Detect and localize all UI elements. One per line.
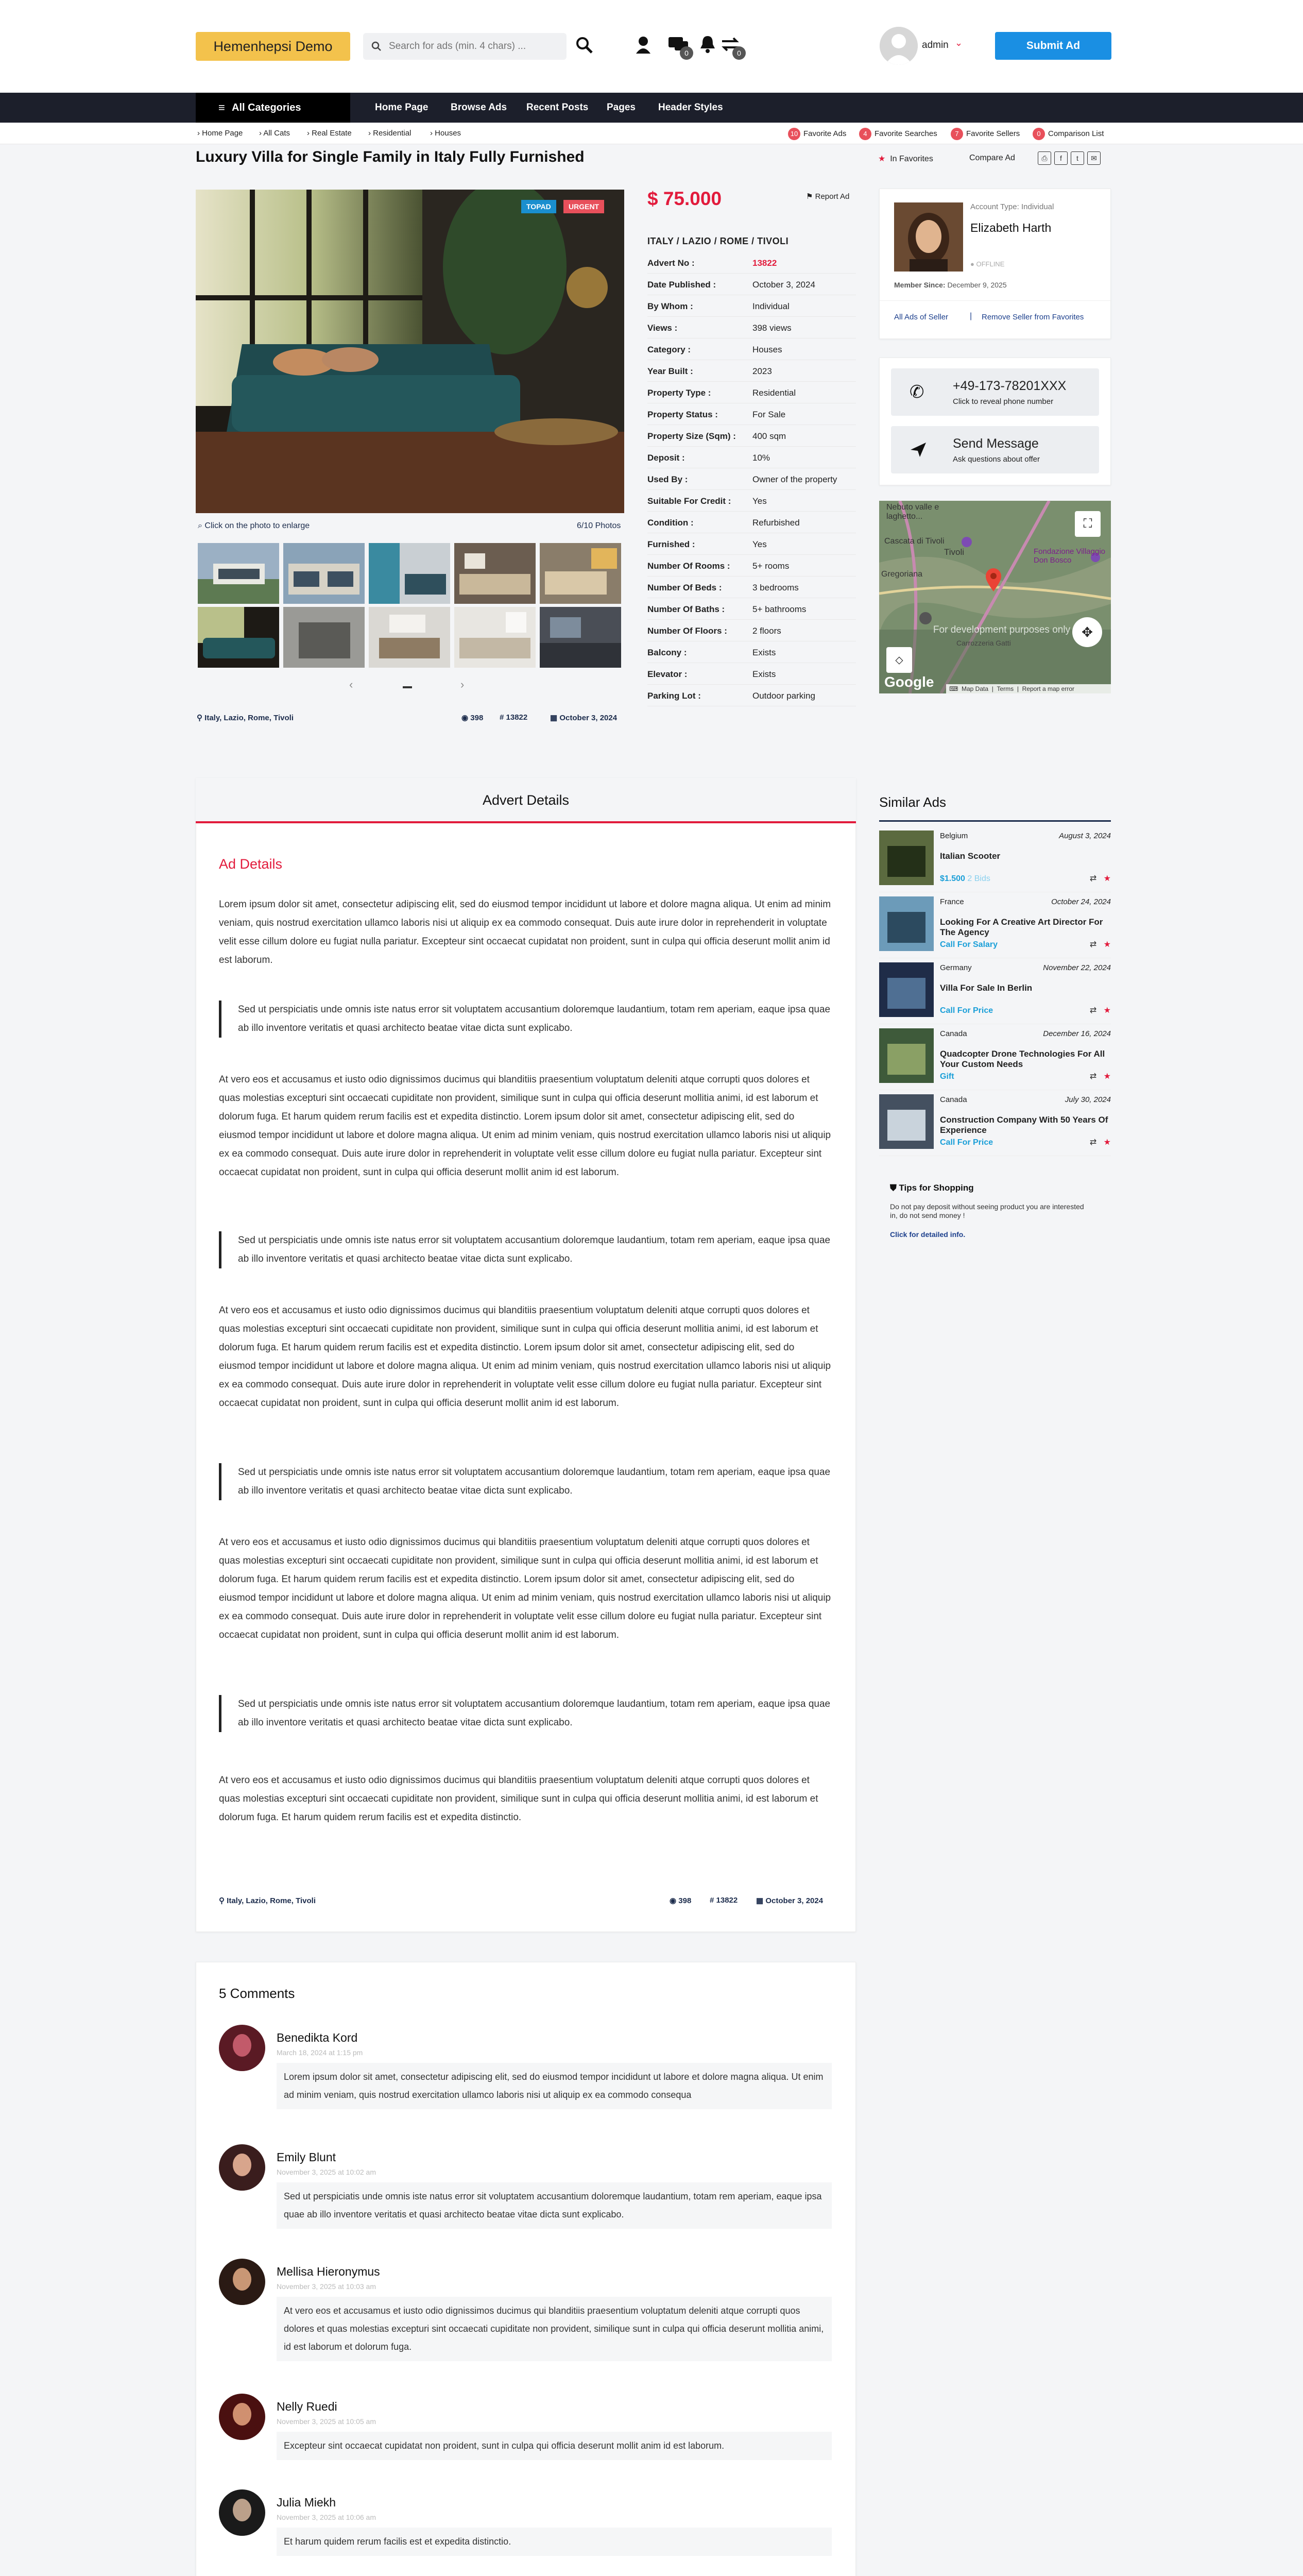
comments-heading: 5 Comments bbox=[219, 1986, 295, 2001]
advert-no-stat: # 13822 bbox=[710, 1896, 738, 1905]
seller-card bbox=[879, 189, 1111, 339]
chevron-down-icon[interactable]: ⌄ bbox=[955, 38, 963, 48]
detail-value: 5+ bathrooms bbox=[752, 604, 807, 614]
nav-browse-ads[interactable]: Browse Ads bbox=[451, 102, 507, 113]
description-paragraph: At vero eos et accusamus et iusto odio dignissimos ducimus qui blanditiis praesentium voluptatum deleniti atque corrupti quos dolores et quas molestias excepturi sint occaecati cupiditate non provident, similique sunt in culpa qui officia deserunt mollitia animi, id est laborum et dolorum fuga. Et harum quidem rerum facilis est et expedita distinctio. bbox=[219, 1775, 818, 1823]
detail-row bbox=[647, 555, 856, 577]
detail-key: Property Status : bbox=[647, 410, 718, 419]
similar-ads-heading: Similar Ads bbox=[879, 794, 947, 810]
views-stat: ◉ 398 bbox=[670, 1896, 692, 1905]
detail-value: Houses bbox=[752, 345, 782, 354]
detail-value: Yes bbox=[752, 496, 767, 506]
similar-ad-actions bbox=[1090, 939, 1111, 950]
detail-value: Yes bbox=[752, 539, 767, 549]
similar-ad-price: Gift bbox=[940, 1072, 954, 1081]
breadcrumb-residential[interactable]: › Residential bbox=[368, 129, 412, 138]
detail-row bbox=[647, 317, 856, 338]
thumbnail[interactable] bbox=[198, 543, 279, 604]
detail-key: Category : bbox=[647, 345, 691, 354]
main-photo[interactable] bbox=[196, 190, 624, 513]
location-path: ITALY / LAZIO / ROME / TIVOLI bbox=[647, 236, 789, 246]
star-icon[interactable]: ★ bbox=[1103, 1138, 1111, 1147]
detail-row bbox=[647, 533, 856, 555]
similar-ad-actions bbox=[1090, 1137, 1111, 1147]
similar-ad-price: $1.500 2 Bids bbox=[940, 874, 990, 883]
similar-ad-image[interactable] bbox=[879, 962, 934, 1017]
nav-pages[interactable]: Pages bbox=[607, 102, 636, 113]
send-message-button[interactable] bbox=[891, 426, 1099, 473]
similar-ad-item[interactable] bbox=[879, 962, 1111, 1024]
compare-icon[interactable]: ⇄ bbox=[1089, 1138, 1097, 1147]
site-header bbox=[0, 0, 1303, 92]
map-label: Gregoriana bbox=[881, 570, 923, 579]
detail-row bbox=[647, 577, 856, 598]
in-favorites-button[interactable]: ★ In Favorites bbox=[878, 155, 933, 163]
similar-ad-image[interactable] bbox=[879, 1028, 934, 1083]
comment-author: Emily Blunt bbox=[277, 2150, 336, 2164]
search-icon bbox=[371, 41, 382, 52]
detail-key: Condition : bbox=[647, 518, 694, 528]
detail-row bbox=[647, 468, 856, 490]
remove-seller-favorites-link[interactable]: Remove Seller from Favorites bbox=[982, 313, 1084, 321]
all-ads-of-seller-link[interactable]: All Ads of Seller bbox=[894, 313, 949, 321]
detail-value: Individual bbox=[752, 301, 790, 311]
similar-ad-image[interactable] bbox=[879, 896, 934, 951]
detail-row bbox=[647, 295, 856, 317]
similar-ad-title[interactable]: Quadcopter Drone Technologies For All Your Custom Needs bbox=[940, 1049, 1105, 1069]
thumbnail[interactable] bbox=[283, 543, 365, 604]
detail-row bbox=[647, 403, 856, 425]
star-icon[interactable]: ★ bbox=[1103, 874, 1111, 883]
favorite-sellers-link[interactable]: 7 Favorite Sellers bbox=[951, 128, 1020, 140]
chevron-left-icon[interactable]: ‹ bbox=[349, 678, 353, 691]
topad-tag: TOPAD bbox=[521, 200, 556, 213]
similar-ad-country: Belgium bbox=[940, 832, 968, 840]
detail-row bbox=[647, 425, 856, 447]
main-nav bbox=[0, 93, 1303, 123]
detail-value: Residential bbox=[752, 388, 796, 398]
flag-icon: ⚑ bbox=[806, 192, 813, 201]
tips-link[interactable]: Click for detailed info. bbox=[890, 1230, 966, 1239]
calendar-icon: ▦ bbox=[756, 1896, 764, 1905]
detail-row bbox=[647, 641, 856, 663]
eye-icon: ◉ bbox=[670, 1896, 677, 1905]
similar-ad-country: France bbox=[940, 897, 964, 906]
detail-key: Property Size (Sqm) : bbox=[647, 431, 736, 441]
report-ad-link[interactable]: ⚑ Report Ad bbox=[806, 192, 850, 201]
comment-text: Sed ut perspiciatis unde omnis iste natus error sit voluptatem accusantium doloremque laudantium, totam rem aperiam, eaque ipsa quae ab illo inventore veritatis et quasi architecto beatae vitae dicta sunt explicabo. bbox=[277, 2182, 832, 2229]
submit-ad-button[interactable]: Submit Ad bbox=[995, 32, 1111, 60]
living-room-photo bbox=[196, 190, 624, 513]
enlarge-hint: ⌕ Click on the photo to enlarge bbox=[198, 521, 310, 530]
slider-indicator bbox=[403, 686, 412, 688]
detail-key: Parking Lot : bbox=[647, 691, 701, 701]
breadcrumb-real-estate[interactable]: › Real Estate bbox=[307, 129, 352, 138]
description-quote: Sed ut perspiciatis unde omnis iste natus error sit voluptatem accusantium doloremque laudantium, totam rem aperiam, eaque ipsa quae ab illo inventore veritatis et quasi architecto beatae vitae dicta sunt explicabo. bbox=[219, 1695, 832, 1732]
detail-value: Outdoor parking bbox=[752, 691, 815, 701]
detail-value: 3 bedrooms bbox=[752, 583, 799, 592]
divider bbox=[879, 820, 1111, 822]
similar-ad-item[interactable] bbox=[879, 896, 1111, 958]
facebook-icon[interactable]: f bbox=[1054, 151, 1068, 165]
detail-value: For Sale bbox=[752, 410, 786, 419]
description-quote: Sed ut perspiciatis unde omnis iste natus error sit voluptatem accusantium doloremque laudantium, totam rem aperiam, eaque ipsa quae ab illo inventore veritatis et quasi architecto beatae vitae dicta sunt explicabo. bbox=[219, 1231, 832, 1268]
description-quote: Sed ut perspiciatis unde omnis iste natus error sit voluptatem accusantium doloremque laudantium, totam rem aperiam, eaque ipsa quae ab illo inventore veritatis et quasi architecto beatae vitae dicta sunt explicabo. bbox=[219, 1463, 832, 1500]
comment-date: November 3, 2025 at 10:06 am bbox=[277, 2513, 376, 2521]
detail-key: Number Of Beds : bbox=[647, 583, 722, 592]
detail-value: Exists bbox=[752, 669, 776, 679]
detail-key: Property Type : bbox=[647, 388, 711, 398]
detail-row bbox=[647, 685, 856, 706]
detail-value: October 3, 2024 bbox=[752, 280, 815, 290]
detail-key: Advert No : bbox=[647, 258, 695, 268]
detail-key: Suitable For Credit : bbox=[647, 496, 731, 506]
detail-key: Year Built : bbox=[647, 366, 693, 376]
similar-ad-actions bbox=[1090, 873, 1111, 884]
fullscreen-icon[interactable]: ⛶ bbox=[1075, 511, 1101, 537]
comment-date: March 18, 2024 at 1:15 pm bbox=[277, 2048, 363, 2057]
detail-key: Deposit : bbox=[647, 453, 685, 463]
phone-number: +49-173-78201XXX bbox=[953, 379, 1067, 393]
search-bar[interactable] bbox=[363, 33, 567, 60]
breadcrumb-all-cats[interactable]: › All Cats bbox=[259, 129, 290, 138]
eye-icon: ◉ bbox=[461, 714, 469, 722]
map-label: Cascata di Tivoli bbox=[884, 537, 945, 546]
similar-ad-date: October 24, 2024 bbox=[1051, 897, 1111, 906]
similar-ad-title[interactable]: Construction Company With 50 Years Of Experience bbox=[940, 1115, 1108, 1135]
similar-ad-price: Call For Salary bbox=[940, 940, 998, 949]
nav-home[interactable]: Home Page bbox=[375, 102, 428, 113]
breadcrumb-bar bbox=[0, 123, 1303, 144]
comment-text: Excepteur sint occaecat cupidatat non proident, sunt in culpa qui officia deserunt mollit anim id est laborum. bbox=[277, 2432, 832, 2460]
detail-key: Number Of Baths : bbox=[647, 604, 725, 614]
thumbnail[interactable] bbox=[540, 607, 621, 668]
comment-avatar[interactable] bbox=[219, 2394, 265, 2440]
detail-key: Elevator : bbox=[647, 669, 688, 679]
similar-ad-item[interactable] bbox=[879, 1028, 1111, 1090]
all-categories-label: All Categories bbox=[232, 102, 301, 113]
description-paragraph: Lorem ipsum dolor sit amet, consectetur adipiscing elit, sed do eiusmod tempor incididunt ut labore et dolore magna aliqua. Ut enim ad minim veniam, quis nostrud exercitation ullamco laboris nisi ut aliquip ex ea commodo consequat. Duis aute irure dolor in reprehenderit in voluptate velit esse cillum dolore eu fugiat nulla pariatur. Excepteur sint occaecat cupidatat non proident, sunt in culpa qui officia deserunt mollit anim id est laborum. bbox=[219, 899, 831, 965]
star-icon: ★ bbox=[878, 155, 886, 163]
detail-row bbox=[647, 274, 856, 295]
similar-ad-item[interactable] bbox=[879, 831, 1111, 892]
tips-heading: ⛊ Tips for Shopping bbox=[890, 1183, 974, 1193]
detail-row bbox=[647, 252, 856, 274]
comment-text: Et harum quidem rerum facilis est et expedita distinctio. bbox=[277, 2528, 832, 2556]
location-line: ⚲ Italy, Lazio, Rome, Tivoli bbox=[197, 714, 294, 722]
favorite-searches-link[interactable]: 4 Favorite Searches bbox=[859, 128, 937, 140]
compare-badge: 0 bbox=[732, 46, 746, 60]
compare-ad-button[interactable]: Compare Ad bbox=[969, 154, 1015, 162]
seller-avatar[interactable] bbox=[894, 202, 963, 272]
comment-author: Julia Miekh bbox=[277, 2496, 336, 2509]
site-logo[interactable]: Hemenhepsi Demo bbox=[196, 32, 350, 61]
date-stat: ▦ October 3, 2024 bbox=[550, 714, 618, 722]
search-input[interactable] bbox=[389, 33, 559, 60]
price: $ 75.000 bbox=[647, 188, 722, 209]
star-icon[interactable]: ★ bbox=[1103, 1072, 1111, 1081]
bell-icon[interactable] bbox=[699, 35, 716, 54]
comment-date: November 3, 2025 at 10:02 am bbox=[277, 2168, 376, 2176]
detail-row bbox=[647, 447, 856, 468]
email-icon[interactable]: ✉ bbox=[1087, 151, 1101, 165]
detail-value: Refurbished bbox=[752, 518, 800, 528]
detail-row bbox=[647, 382, 856, 403]
similar-ad-date: December 16, 2024 bbox=[1043, 1029, 1111, 1038]
comment-text: Lorem ipsum dolor sit amet, consectetur adipiscing elit, sed do eiusmod tempor incididunt ut labore et dolore magna aliqua. Ut enim ad minim veniam, quis nostrud exercitation ullamco laboris nisi ut aliquip ex ea commodo consequa bbox=[277, 2063, 832, 2109]
comment-avatar[interactable] bbox=[219, 2025, 265, 2071]
zoom-icon: ⌕ bbox=[198, 521, 202, 530]
reveal-phone-button[interactable] bbox=[891, 368, 1099, 416]
comment-date: November 3, 2025 at 10:03 am bbox=[277, 2282, 376, 2291]
location-line: ⚲ Italy, Lazio, Rome, Tivoli bbox=[219, 1896, 316, 1905]
map-label: Nebuto valle e laghetto... bbox=[886, 503, 939, 521]
compare-icon[interactable]: ⇄ bbox=[1089, 1006, 1097, 1015]
similar-ad-date: August 3, 2024 bbox=[1059, 832, 1111, 840]
account-type: Account Type: Individual bbox=[970, 202, 1054, 211]
detail-key: Furnished : bbox=[647, 539, 695, 549]
similar-ad-title[interactable]: Villa For Sale In Berlin bbox=[940, 983, 1033, 993]
thumbnail[interactable] bbox=[369, 543, 450, 604]
thumbnail[interactable] bbox=[540, 543, 621, 604]
seller-name[interactable]: Elizabeth Harth bbox=[970, 221, 1052, 234]
twitter-icon[interactable]: t bbox=[1071, 151, 1084, 165]
user-avatar[interactable] bbox=[880, 27, 918, 65]
map-label: Fondazione Villaggio Don Bosco bbox=[1034, 547, 1105, 565]
comment-author: Benedikta Kord bbox=[277, 2031, 358, 2044]
thumbnail[interactable] bbox=[198, 607, 279, 668]
detail-value: 2 floors bbox=[752, 626, 781, 636]
date-stat: ▦ October 3, 2024 bbox=[756, 1896, 824, 1905]
map-marker-icon[interactable] bbox=[985, 568, 1002, 592]
detail-value: 2023 bbox=[752, 366, 772, 376]
ad-details-heading: Ad Details bbox=[219, 856, 283, 872]
comment-text: At vero eos et accusamus et iusto odio dignissimos ducimus qui blanditiis praesentium voluptatum deleniti atque corrupti quos dolores et quas molestias excepturi sint occaecati cupiditate non provident, similique sunt in culpa qui officia deserunt mollitia animi, id est laborum et dolorum fuga. bbox=[277, 2297, 832, 2361]
map-data-link[interactable]: Map Data bbox=[962, 685, 989, 692]
star-icon[interactable]: ★ bbox=[1103, 940, 1111, 949]
breadcrumb-home[interactable]: › Home Page bbox=[197, 129, 243, 138]
seller-status: ● OFFLINE bbox=[970, 260, 1005, 268]
thumbnail[interactable] bbox=[283, 607, 365, 668]
hash-icon: # bbox=[500, 713, 504, 722]
detail-key: Balcony : bbox=[647, 648, 687, 657]
thumbnail[interactable] bbox=[454, 607, 536, 668]
search-submit-icon[interactable] bbox=[575, 36, 594, 55]
compare-icon[interactable]: ⇄ bbox=[1089, 874, 1097, 883]
comment-author: Mellisa Hieronymus bbox=[277, 2265, 380, 2278]
detail-value: 398 views bbox=[752, 323, 792, 333]
thumbnail[interactable] bbox=[369, 607, 450, 668]
comment-author: Nelly Ruedi bbox=[277, 2400, 337, 2413]
nav-recent-posts[interactable]: Recent Posts bbox=[526, 102, 589, 113]
send-icon bbox=[910, 442, 927, 458]
comment-avatar[interactable] bbox=[219, 2489, 265, 2536]
map-footer: ⌨ Map Data | Terms | Report a map error bbox=[946, 684, 1111, 693]
similar-ad-date: November 22, 2024 bbox=[1043, 963, 1111, 972]
detail-value: Exists bbox=[752, 648, 776, 657]
send-message-label: Send Message bbox=[953, 436, 1039, 451]
description-paragraph: At vero eos et accusamus et iusto odio dignissimos ducimus qui blanditiis praesentium voluptatum deleniti atque corrupti quos dolores et quas molestias excepturi sint occaecati cupiditate non provident, similique sunt in culpa qui officia deserunt mollitia animi, id est laborum et dolorum fuga. Et harum quidem rerum facilis est et expedita distinctio. Lorem ipsum dolor sit amet, consectetur adipiscing elit, sed do eiusmod tempor incididunt ut labore et dolore magna aliqua. Ut enim ad minim veniam, quis nostrud exercitation ullamco laboris nisi ut aliquip ex ea commodo consequat. Duis aute irure dolor in reprehenderit in voluptate velit esse cillum dolore eu fugiat nulla pariatur. Excepteur sint occaecat cupidatat non proident, sunt in culpa qui officia deserunt mollit anim id est laborum. bbox=[219, 1305, 831, 1409]
print-icon[interactable]: ⎙ bbox=[1038, 151, 1051, 165]
detail-value: Owner of the property bbox=[752, 474, 837, 484]
detail-key: By Whom : bbox=[647, 301, 693, 311]
map-label: Carrozzeria Gatti bbox=[956, 639, 1011, 647]
detail-value: 400 sqm bbox=[752, 431, 786, 441]
map-pin-icon: ⚲ bbox=[197, 714, 202, 722]
similar-ad-price: Call For Price bbox=[940, 1006, 993, 1015]
similar-ad-actions bbox=[1090, 1071, 1111, 1081]
detail-key: Number Of Rooms : bbox=[647, 561, 730, 571]
street-view-icon[interactable]: ⬦ bbox=[886, 647, 912, 673]
map-camera-control-icon[interactable]: ✥ bbox=[1072, 617, 1102, 647]
menu-icon: ≡ bbox=[218, 101, 225, 114]
detail-key: Views : bbox=[647, 323, 678, 333]
comment-date: November 3, 2025 at 10:05 am bbox=[277, 2417, 376, 2426]
detail-key: Date Published : bbox=[647, 280, 716, 290]
description-paragraph: At vero eos et accusamus et iusto odio dignissimos ducimus qui blanditiis praesentium voluptatum deleniti atque corrupti quos dolores et quas molestias excepturi sint occaecati cupiditate non provident, similique sunt in culpa qui officia deserunt mollitia animi, id est laborum et dolorum fuga. Et harum quidem rerum facilis est et expedita distinctio. Lorem ipsum dolor sit amet, consectetur adipiscing elit, sed do eiusmod tempor incididunt ut labore et dolore magna aliqua. Ut enim ad minim veniam, quis nostrud exercitation ullamco laboris nisi ut aliquip ex ea commodo consequat. Duis aute irure dolor in reprehenderit in voluptate velit esse cillum dolore eu fugiat nulla pariatur. Excepteur sint occaecat cupidatat non proident, sunt in culpa qui officia deserunt mollit anim id est laborum. bbox=[219, 1537, 831, 1640]
member-since: Member Since: December 9, 2025 bbox=[894, 281, 1007, 289]
similar-ad-country: Canada bbox=[940, 1095, 967, 1104]
similar-ad-country: Germany bbox=[940, 963, 972, 972]
map-terms-link[interactable]: Terms bbox=[997, 685, 1014, 692]
detail-row bbox=[647, 620, 856, 641]
favorite-ads-link[interactable]: 10 Favorite Ads bbox=[788, 128, 846, 140]
detail-key: Number Of Floors : bbox=[647, 626, 727, 636]
divider bbox=[880, 300, 1111, 301]
detail-row bbox=[647, 360, 856, 382]
description-quote: Sed ut perspiciatis unde omnis iste natus error sit voluptatem accusantium doloremque laudantium, totam rem aperiam, eaque ipsa quae ab illo inventore veritatis et quasi architecto beatae vitae dicta sunt explicabo. bbox=[219, 1001, 832, 1038]
detail-row bbox=[647, 512, 856, 533]
similar-ad-image[interactable] bbox=[879, 831, 934, 885]
comment-avatar[interactable] bbox=[219, 2259, 265, 2305]
detail-row bbox=[647, 338, 856, 360]
breadcrumb-houses[interactable]: › Houses bbox=[430, 129, 461, 138]
detail-value: 13822 bbox=[752, 258, 777, 268]
phone-hint: Click to reveal phone number bbox=[953, 397, 1054, 406]
messages-badge: 0 bbox=[680, 46, 693, 60]
photo-count: 6/10 Photos bbox=[577, 521, 621, 530]
divider: | bbox=[970, 312, 972, 320]
description-paragraph: At vero eos et accusamus et iusto odio dignissimos ducimus qui blanditiis praesentium voluptatum deleniti atque corrupti quos dolores et quas molestias excepturi sint occaecati cupiditate non provident, similique sunt in culpa qui officia deserunt mollitia animi, id est laborum et dolorum fuga. Et harum quidem rerum facilis est et expedita distinctio. Lorem ipsum dolor sit amet, consectetur adipiscing elit, sed do eiusmod tempor incididunt ut labore et dolore magna aliqua. Ut enim ad minim veniam, quis nostrud exercitation ullamco laboris nisi ut aliquip ex ea commodo consequat. Duis aute irure dolor in reprehenderit in voluptate velit esse cillum dolore eu fugiat nulla pariatur. Excepteur sint occaecat cupidatat non proident, sunt in culpa qui officia deserunt mollit anim id est laborum. bbox=[219, 1074, 831, 1178]
listing-title: Luxury Villa for Single Family in Italy Fully Furnished bbox=[196, 148, 585, 165]
calendar-icon: ▦ bbox=[550, 714, 558, 722]
comparison-list-link[interactable]: 0 Comparison List bbox=[1033, 128, 1104, 140]
map-pin-icon: ⚲ bbox=[219, 1896, 225, 1905]
detail-row bbox=[647, 490, 856, 512]
compare-icon[interactable]: ⇄ bbox=[1089, 940, 1097, 949]
detail-value: 10% bbox=[752, 453, 770, 463]
shield-icon: ⛊ bbox=[890, 1183, 897, 1193]
all-categories-button[interactable] bbox=[196, 93, 350, 123]
detail-row bbox=[647, 598, 856, 620]
similar-ad-country: Canada bbox=[940, 1029, 967, 1038]
phone-icon: ✆ bbox=[910, 382, 924, 402]
views-stat: ◉ 398 bbox=[461, 714, 484, 722]
detail-key: Used By : bbox=[647, 474, 688, 484]
nav-header-styles[interactable]: Header Styles bbox=[658, 102, 723, 113]
similar-ad-item[interactable] bbox=[879, 1094, 1111, 1156]
similar-ad-date: July 30, 2024 bbox=[1065, 1095, 1111, 1104]
map-report-link[interactable]: Report a map error bbox=[1022, 685, 1074, 692]
keyboard-icon[interactable]: ⌨ bbox=[949, 685, 958, 692]
similar-ad-price: Call For Price bbox=[940, 1138, 993, 1147]
user-name[interactable]: admin bbox=[922, 40, 949, 50]
urgent-tag: URGENT bbox=[563, 200, 604, 213]
user-icon[interactable] bbox=[635, 36, 652, 54]
map-label: Tivoli bbox=[944, 547, 965, 557]
advert-details-tab[interactable]: Advert Details bbox=[482, 792, 570, 808]
compare-icon[interactable]: ⇄ bbox=[1089, 1072, 1097, 1081]
comment-avatar[interactable] bbox=[219, 2144, 265, 2191]
similar-ad-title[interactable]: Looking For A Creative Art Director For The Agency bbox=[940, 917, 1103, 937]
star-icon[interactable]: ★ bbox=[1103, 1006, 1111, 1015]
similar-ad-actions bbox=[1090, 1005, 1111, 1015]
thumbnail[interactable] bbox=[454, 543, 536, 604]
detail-row bbox=[647, 663, 856, 685]
map-dev-watermark: For development purposes only bbox=[933, 624, 1071, 635]
hash-icon: # bbox=[710, 1896, 714, 1905]
detail-value: 5+ rooms bbox=[752, 561, 790, 571]
google-logo: Google bbox=[884, 674, 934, 690]
location-map[interactable] bbox=[879, 501, 1111, 693]
similar-ad-title[interactable]: Italian Scooter bbox=[940, 851, 1001, 861]
tips-text: Do not pay deposit without seeing product you are interested in, do not send money ! bbox=[890, 1202, 1084, 1219]
advert-no-stat: # 13822 bbox=[500, 713, 528, 722]
similar-ad-image[interactable] bbox=[879, 1094, 934, 1149]
send-message-hint: Ask questions about offer bbox=[953, 455, 1040, 464]
chevron-right-icon[interactable]: › bbox=[460, 678, 465, 691]
